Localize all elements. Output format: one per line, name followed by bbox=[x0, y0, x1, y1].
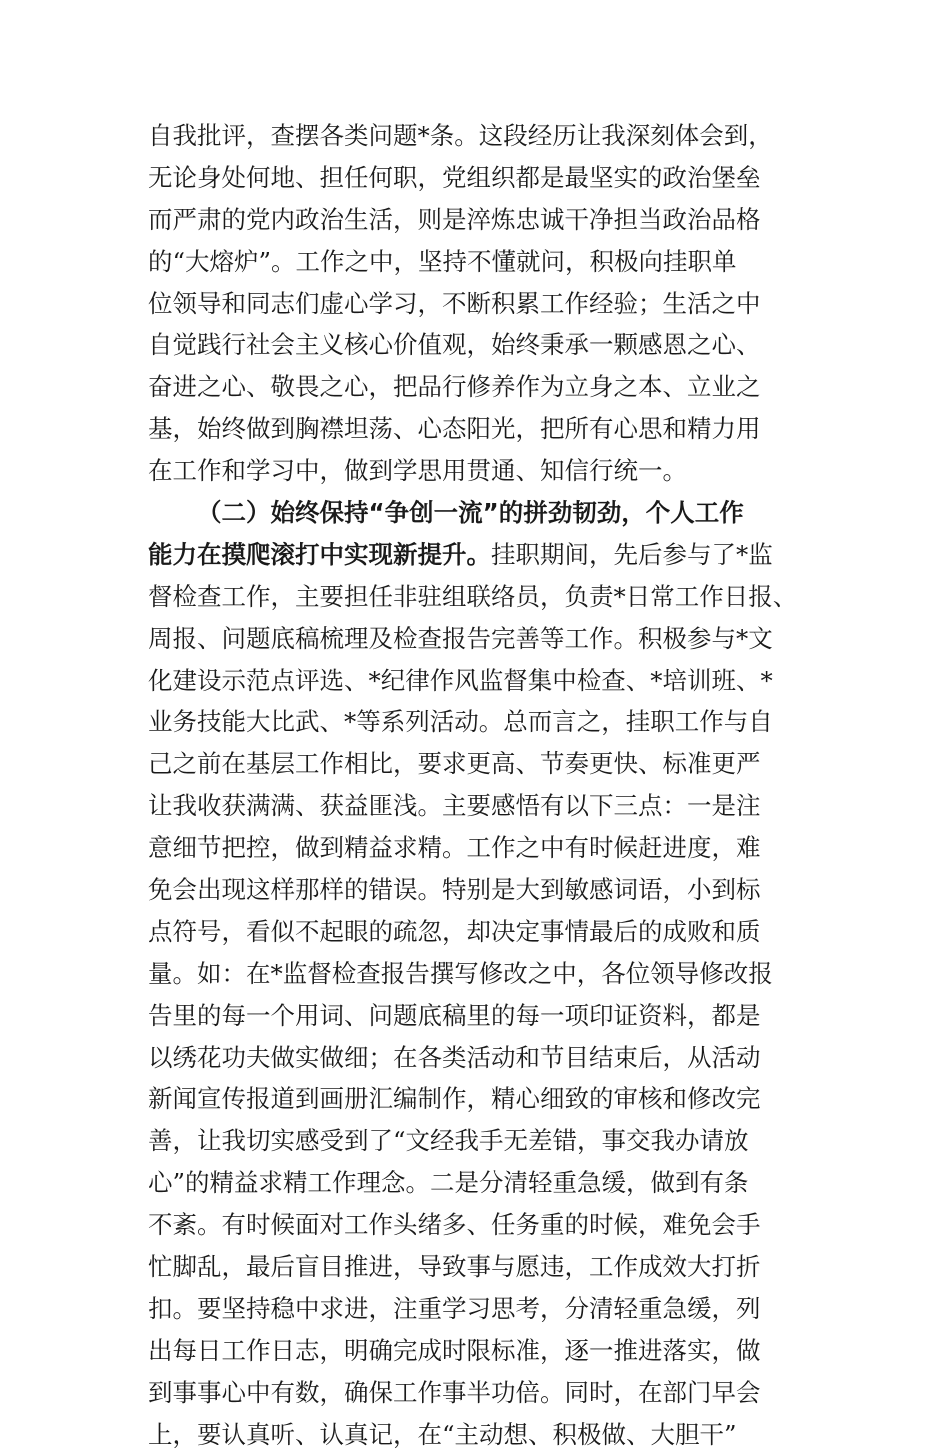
section-heading: （二）始终保持“争创一流”的拼劲韧劲，个人工作 bbox=[197, 498, 744, 528]
text-line: 免会出现这样那样的错误。特别是大到敏感词语，小到标 bbox=[148, 875, 761, 905]
text-line: 意细节把控，做到精益求精。工作之中有时候赶进度，难 bbox=[148, 833, 761, 863]
text-line: 自我批评，查摆各类问题*条。这段经历让我深刻体会到， bbox=[148, 121, 773, 150]
text-line: 周报、问题底稿梳理及检查报告完善等工作。积极参与*文 bbox=[148, 623, 773, 653]
text-line: 不紊。有时候面对工作头绪多、任务重的时候，难免会手 bbox=[148, 1210, 761, 1240]
text-line: 忙脚乱，最后盲目推进，导致事与愿违，工作成效大打折 bbox=[148, 1252, 761, 1282]
text-line: 让我收获满满、获益匪浅。主要感悟有以下三点：一是注 bbox=[148, 791, 761, 821]
text-line: 到事事心中有数，确保工作事半功倍。同时，在部门早会 bbox=[148, 1377, 761, 1407]
text-line: 上，要认真听、认真记，在“主动想、积极做、大胆干” bbox=[148, 1419, 737, 1449]
text-line: 点符号，看似不起眼的疏忽，却决定事情最后的成败和质 bbox=[148, 916, 761, 946]
section-heading-end: 能力在摸爬滚打中实现新提升。 bbox=[148, 539, 491, 569]
text-line: 在工作和学习中，做到学思用贯通、知信行统一。 bbox=[148, 456, 687, 486]
text-line: 心”的精益求精工作理念。二是分清轻重急缓，做到有条 bbox=[148, 1168, 749, 1198]
text-line: 督检查工作，主要担任非驻组联络员，负责*日常工作日报、 bbox=[148, 581, 798, 611]
text-line: 自觉践行社会主义核心价值观，始终秉承一颗感恩之心、 bbox=[148, 330, 761, 360]
heading-continuation-line bbox=[148, 534, 838, 576]
text-line: 以绣花功夫做实做细；在各类活动和节目结束后，从活动 bbox=[148, 1042, 761, 1072]
text-line: 己之前在基层工作相比，要求更高、节奏更快、标准更严 bbox=[148, 749, 761, 779]
paragraph-start: 挂职期间，先后参与了*监 bbox=[491, 539, 773, 569]
text-line: 告里的每一个用词、问题底稿里的每一项印证资料，都是 bbox=[148, 1000, 761, 1030]
document-body bbox=[148, 115, 838, 1456]
text-line: 无论身处何地、担任何职，党组织都是最坚实的政治堡垒 bbox=[148, 162, 761, 192]
text-line: 量。如：在*监督检查报告撰写修改之中，各位领导修改报 bbox=[148, 958, 773, 988]
text-line: 基，始终做到胸襟坦荡、心态阳光，把所有心思和精力用 bbox=[148, 414, 761, 444]
text-line: 新闻宣传报道到画册汇编制作，精心细致的审核和修改完 bbox=[148, 1084, 761, 1114]
text-line: 业务技能大比武、*等系列活动。总而言之，挂职工作与自 bbox=[148, 707, 773, 737]
text-line: 出每日工作日志，明确完成时限标准，逐一推进落实，做 bbox=[148, 1335, 761, 1365]
text-line: 而严肃的党内政治生活，则是淬炼忠诚干净担当政治品格 bbox=[148, 204, 761, 234]
text-line: 善，让我切实感受到了“文经我手无差错，事交我办请放 bbox=[148, 1126, 749, 1156]
text-line: 化建设示范点评选、*纪律作风监督集中检查、*培训班、* bbox=[148, 665, 773, 695]
text-line: 奋进之心、敬畏之心，把品行修养作为立身之本、立业之 bbox=[148, 372, 761, 402]
text-line: 扣。要坚持稳中求进，注重学习思考，分清轻重急缓，列 bbox=[148, 1293, 761, 1323]
text-line: 的“大熔炉”。工作之中，坚持不懂就问，积极向挂职单 bbox=[148, 246, 737, 276]
text-line: 位领导和同志们虚心学习，不断积累工作经验；生活之中 bbox=[148, 288, 761, 318]
